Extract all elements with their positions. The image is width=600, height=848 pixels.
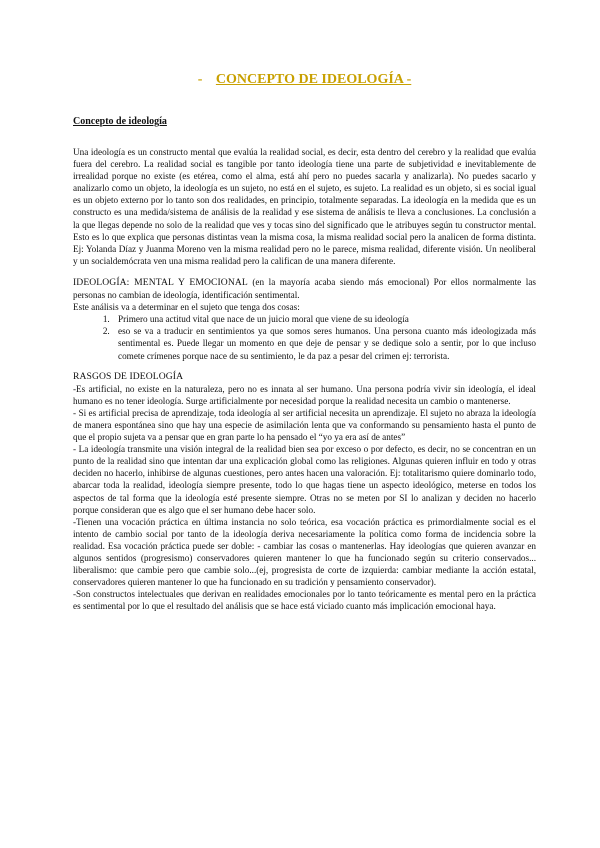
intro-paragraph: Una ideología es un constructo mental que evalúa la realidad social, es decir, esta dentro del cerebro y la realidad que evalúa fuera del cerebro. La realidad social es tangible por tanto ideología tiene una parte de subjetividad e inevitablemente de irrealidad porque no existe (es etérea, como el alma, está ahí pero no puedes sacarla y analizarla). No puedes sacarlo y analizarlo como un objeto, la ideología es un sujeto, no está en el sujeto, es sujeto. La realidad es un objeto, si es social igual es un objeto externo por lo tanto son dos realidades, en principio, totalmente separadas. La ideología en la medida que es un constructo es una medida/sistema de análisis de la realidad y ese sistema de análisis te lleva a conclusiones. La conclusión a la que llegas depende no solo de la realidad que ves y tocas sino del significado que le atribuyes según tu constructor mental. Esto es lo que explica que personas distintas vean la misma cosa, la misma realidad social pero la analicen de forma distinta. Ej: Yolanda Díaz y Juanma Moreno ven la misma realidad pero no le parece, misma realidad, diferente visión. Un neoliberal y un socialdemócrata ven una misma realidad pero la califican de una manera diferente. <box>73 147 536 266</box>
rasgos-heading: RASGOS DE IDEOLOGÍA <box>73 370 184 382</box>
title-text: CONCEPTO DE IDEOLOGÍA - <box>215 72 412 87</box>
rasgos-paragraph: - Si es artificial precisa de aprendizaje, toda ideología al ser artificial necesita un aprendizaje. El sujeto no abraza la ideología de manera espontánea sino que hay una especie de asimilación lenta que va conformando su pensamiento hasta el punto de que el propio sujeta va a pensar que en gran parte lo ha pensado el “yo ya era así de antes” <box>73 407 536 443</box>
rasgos-paragraph: - La ideología transmite una visión integral de la realidad bien sea por exceso o por defecto, es decir, no se concentran en un punto de la realidad sino que intentan dar una explicación global como las religiones. Algunas quieren influir en todo y otras deciden no hacerlo, inhibirse de algunas cuestiones, pero antes hacen una valoración. Ej: totalitarismo quiere dominarlo todo, abarcar toda la realidad, ideología siempre presente, todo lo que hagas tiene un aspecto ideológico, meterse en todos los aspectos de tal forma que la ideología esté presente siempre. Otras no se meten por SI lo analizan y deciden no hacerlo porque consideran que es algo que el ser humano debe hacer solo. <box>73 444 536 515</box>
mental-emotional-rest: (en la mayoría acaba siendo más emocional) Por ellos normalmente las personas no cambian de ideología, identificación sentimental. <box>73 276 536 301</box>
mental-emotional-caps: IDEOLOGÍA: MENTAL Y EMOCIONAL <box>73 276 248 288</box>
list-item: 2. eso se va a traducir en sentimientos ya que somos seres humanos. Una persona cuanto más ideologizada más sentimental es. Puede llegar un momento en que deje de pensar y se dedique solo a sentir, por lo que incluso comete crímenes porque nace de su sentimiento, le da paz a pesar del crimen ej: terrorista. <box>112 325 536 361</box>
page-title <box>73 70 536 90</box>
section-heading: Concepto de ideología <box>73 116 167 127</box>
rasgos-paragraph: -Tienen una vocación práctica en última instancia no solo teórica, esa vocación práctica es primordialmente social es el intento de cambio social por tanto de la ideología deriva necesariamente la política como forma de incidencia sobre la realidad. Esa vocación práctica puede ser doble: - cambiar las cosas o mantenerlas. Hay ideologías que quieren avanzar en algunos sentidos (progresismo) conservadores quieren mantener lo que ha funcionado según su criterio conservados... liberalismo: que cambie pero que cambie solo...(ej, progresista de corte de izquierda: cambiar mediante la acción estatal, conservadores quieren mantener lo que ha funcionado en su tradición y pensamiento conservador). <box>73 516 536 588</box>
mental-emotional-heading <box>73 276 536 301</box>
rasgos-paragraph: -Es artificial, no existe en la naturaleza, pero no es innata al ser humano. Una persona podría vivir sin ideología, el ideal humano es no tener ideología. Surge artificialmente por necesidad porque la realidad necesita un cambio o mantenerse. <box>73 383 536 406</box>
list-item: 1. Primero una actitud vital que nace de un juicio moral que viene de su ideología <box>112 313 536 325</box>
mental-emotional-list <box>73 313 536 361</box>
mental-emotional-block <box>73 276 536 362</box>
spacer <box>73 362 536 371</box>
rasgos-section <box>73 371 536 613</box>
title-dash: - <box>197 72 203 87</box>
rasgos-paragraph: -Son constructos intelectuales que derivan en realidades emocionales por lo tanto teóricamente es mental pero en la práctica es sentimental por lo que el resultado del análisis que se hace está viciado cuanto más implicación emocional haya. <box>73 589 536 612</box>
mental-emotional-lead: Este análisis va a determinar en el sujeto que tenga dos cosas: <box>73 302 300 313</box>
